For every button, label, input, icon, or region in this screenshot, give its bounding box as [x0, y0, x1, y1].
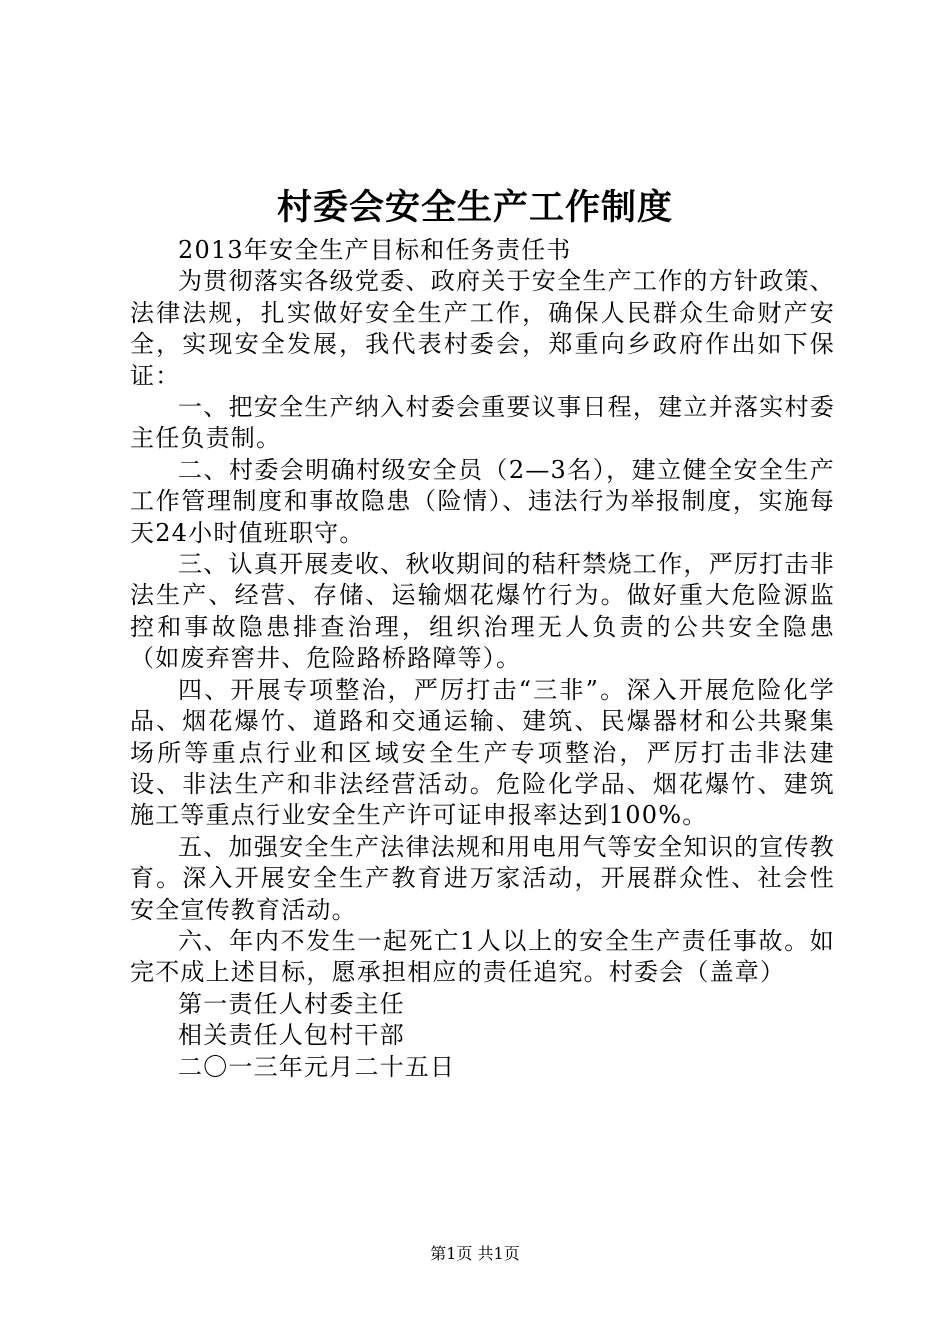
paragraph-intro: 为贯彻落实各级党委、政府关于安全生产工作的方针政策、法律法规，扎实做好安全生产工作，确保人民群众生命财产安全，实现安全发展，我代表村委会，郑重向乡政府作出如下保证：: [130, 267, 835, 390]
paragraph-item-6: 六、年内不发生一起死亡1人以上的安全生产责任事故。如完不成上述目标，愿承担相应的责任追究。村委会（盖章）: [130, 926, 835, 987]
paragraph-item-3: 三、认真开展麦收、秋收期间的秸秆禁烧工作，严厉打击非法生产、经营、存储、运输烟花爆竹行为。做好重大危险源监控和事故隐患排查治理，组织治理无人负责的公共安全隐患（如废弃窖井、危险路桥路障等）。: [130, 550, 835, 673]
document-title: 村委会安全生产工作制度: [276, 187, 673, 228]
paragraph-item-5: 五、加强安全生产法律法规和用电用气等安全知识的宣传教育。深入开展安全生产教育进万家活动，开展群众性、社会性安全宣传教育活动。: [130, 832, 835, 924]
paragraph-item-2: 二、村委会明确村级安全员（2—3名），建立健全安全生产工作管理制度和事故隐患（险情）、违法行为举报制度，实施每天24小时值班职守。: [130, 455, 835, 547]
paragraph-item-1: 一、把安全生产纳入村委会重要议事日程，建立并落实村委主任负责制。: [130, 393, 835, 453]
document-body: [130, 235, 835, 1083]
paragraph-subtitle: 2013年安全生产目标和任务责任书: [178, 236, 572, 264]
paragraph-item-4: 四、开展专项整治，严厉打击“三非”。深入开展危险化学品、烟花爆竹、道路和交通运输、建筑、民爆器材和公共聚集场所等重点行业和区域安全生产专项整治，严厉打击非法建设、非法生产和非法经营活动。危险化学品、烟花爆竹、建筑施工等重点行业安全生产许可证申报率达到100%。: [130, 675, 835, 830]
signature-first-responsible: 第一责任人村委主任: [178, 989, 405, 1018]
signature-related-responsible: 相关责任人包村干部: [178, 1021, 405, 1050]
page-number-footer: 第1页 共1页: [430, 1244, 520, 1263]
signature-date: 二〇一三年元月二十五日: [178, 1052, 456, 1081]
